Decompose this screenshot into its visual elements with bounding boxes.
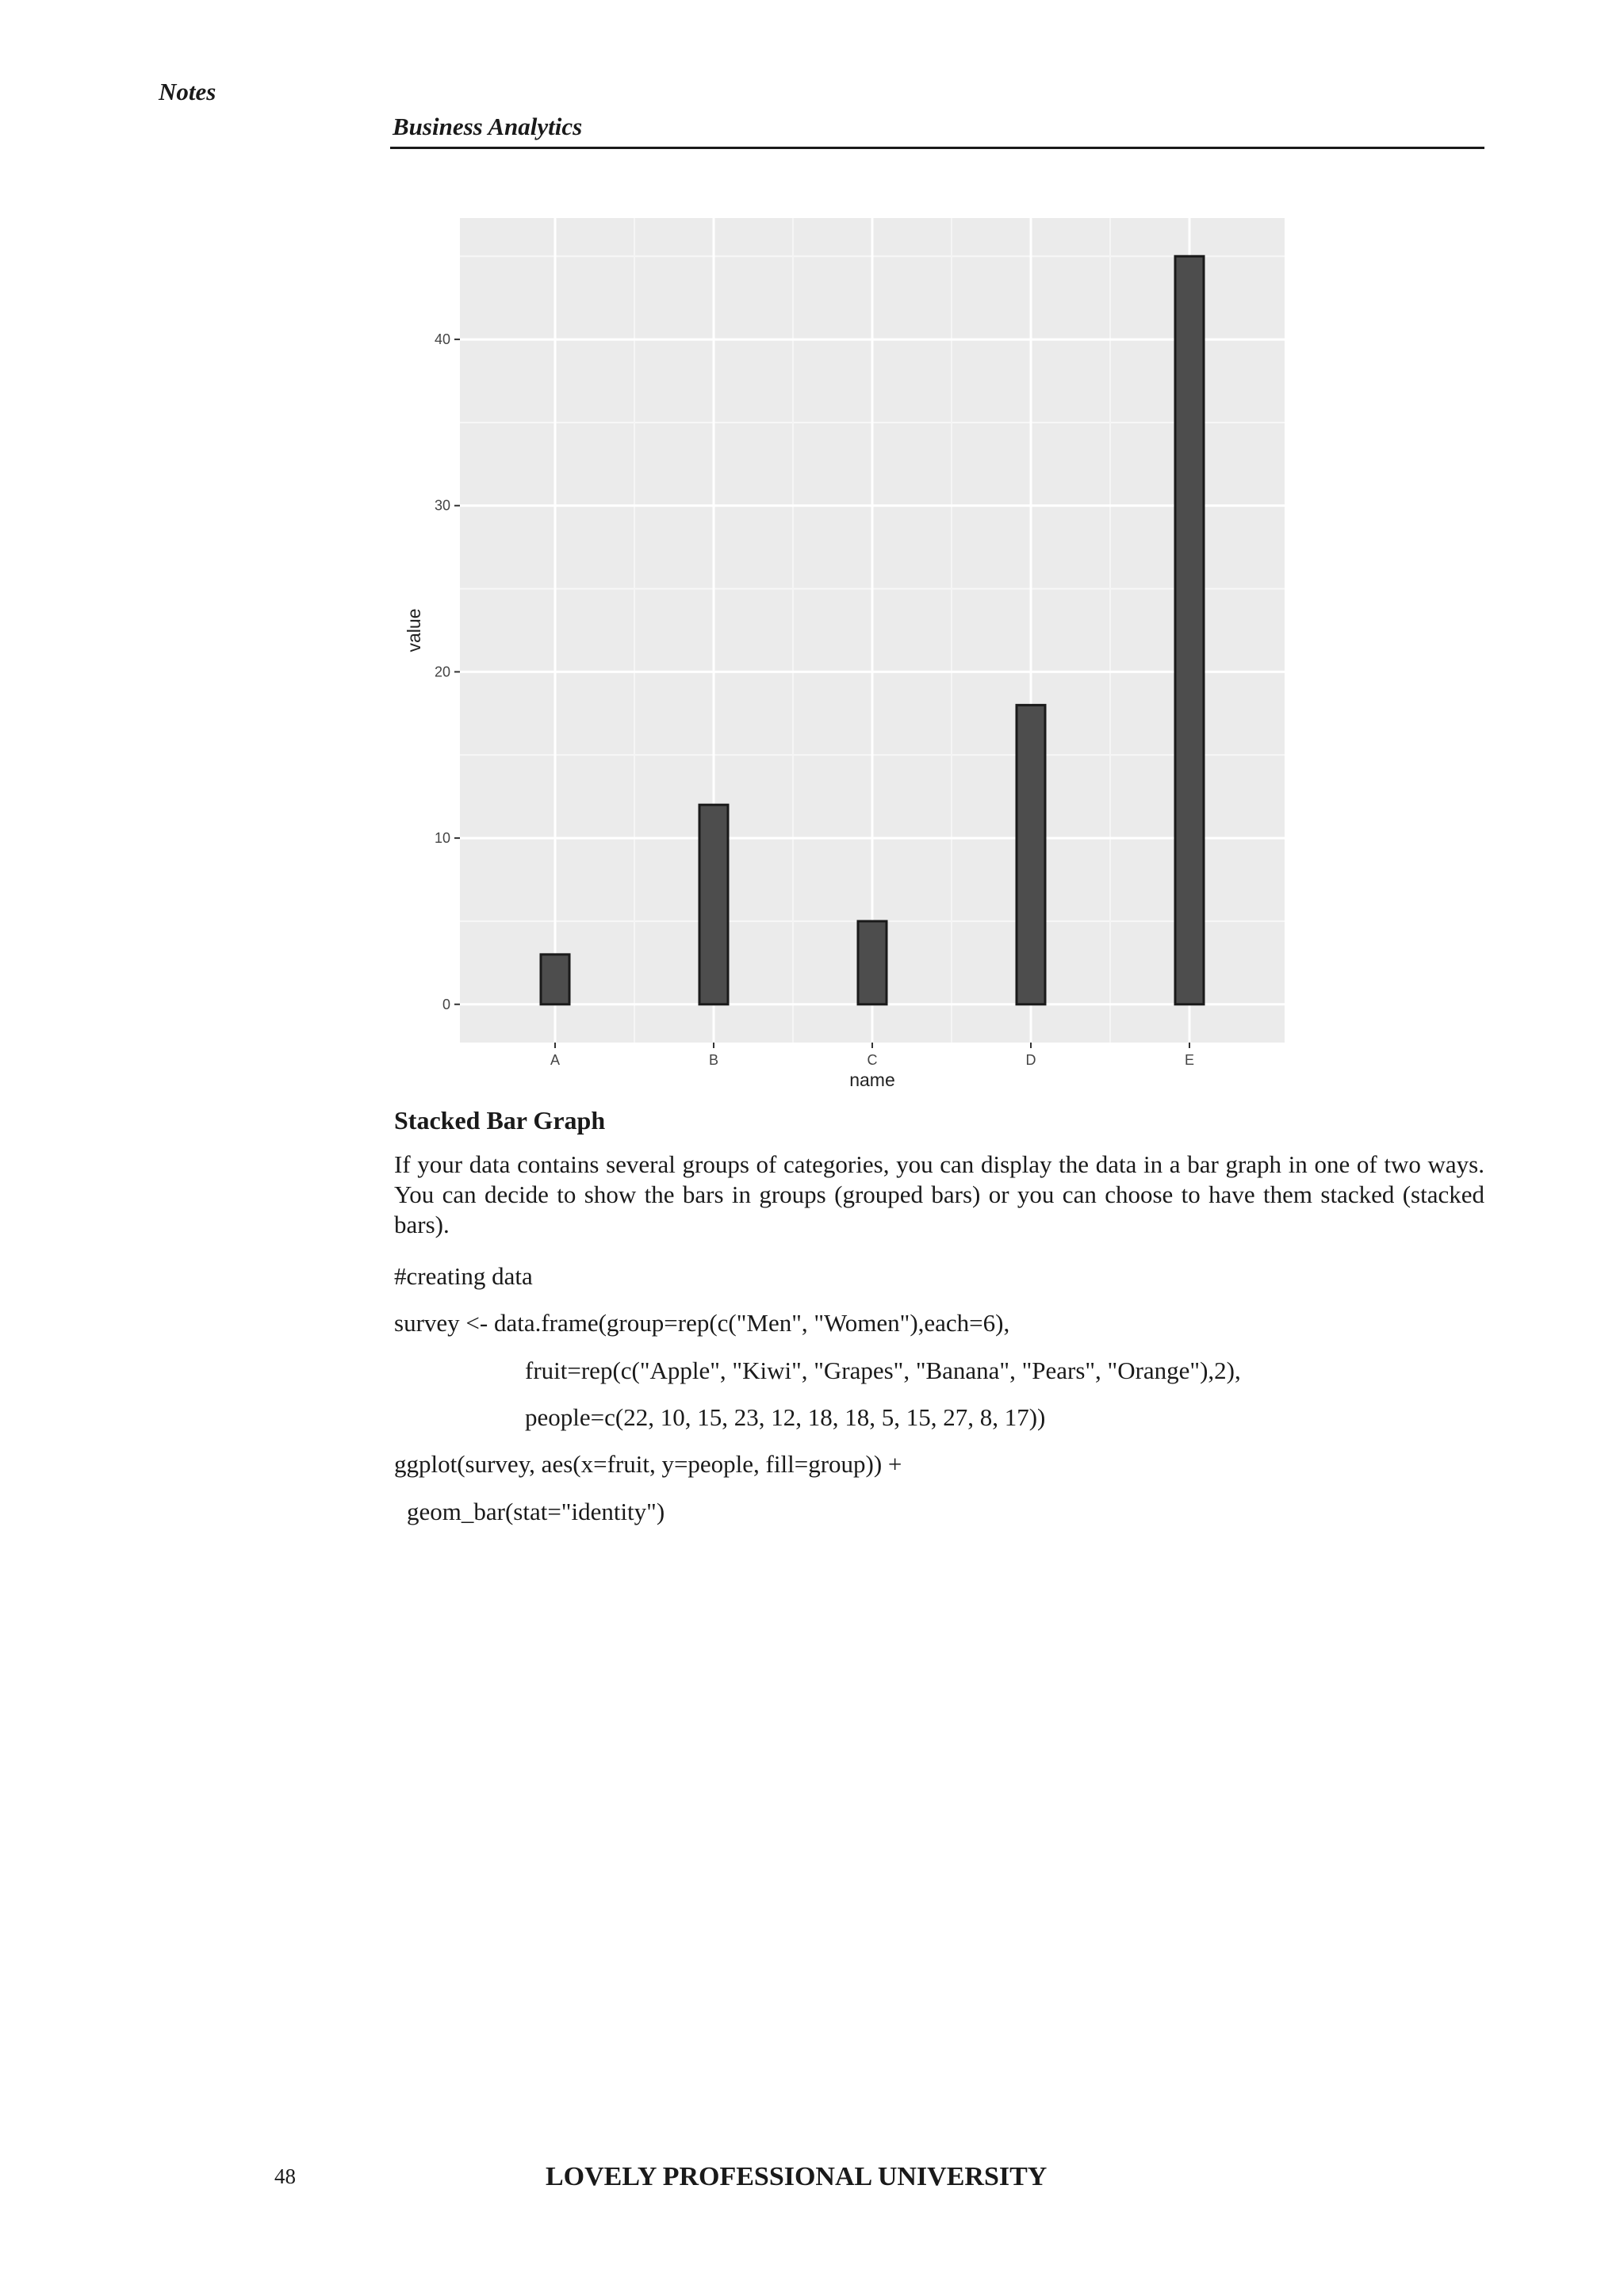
y-tick-label: 20 — [434, 664, 450, 680]
x-tick-label: D — [1025, 1052, 1036, 1068]
code-line: #creating data — [394, 1262, 533, 1290]
x-tick-label: C — [867, 1052, 878, 1068]
page-number: 48 — [274, 2164, 296, 2188]
code-line: people=c(22, 10, 15, 23, 12, 18, 18, 5, 15, 27, 8, 17)) — [525, 1403, 1046, 1431]
code-line: fruit=rep(c("Apple", "Kiwi", "Grapes", "Banana", "Pears", "Orange"),2), — [525, 1357, 1241, 1384]
body-paragraph: If your data contains several groups of categories, you can display the data in a bar graph in one of two ways. You can decide to show the bars in groups (grouped bars) or you can choose to have them stacked (stacked bars). — [394, 1150, 1484, 1238]
bar-chart-figure — [396, 202, 1293, 1094]
y-axis-label: value — [404, 608, 424, 652]
bar-B — [699, 805, 728, 1004]
header-rule — [390, 147, 1484, 149]
x-tick-label: A — [550, 1052, 561, 1068]
x-axis-label: name — [849, 1070, 895, 1090]
x-tick-label: B — [708, 1052, 719, 1068]
bar-D — [1017, 705, 1045, 1004]
y-tick-label: 40 — [434, 331, 450, 348]
x-tick-label: E — [1184, 1052, 1195, 1068]
y-tick-label: 30 — [434, 497, 450, 514]
bar-A — [541, 955, 569, 1004]
section-title: Stacked Bar Graph — [394, 1106, 606, 1135]
code-line: ggplot(survey, aes(x=fruit, y=people, fill=group)) + — [394, 1450, 902, 1478]
y-tick-label: 10 — [434, 830, 450, 847]
y-tick-label: 0 — [442, 996, 450, 1012]
margin-note: Notes — [159, 78, 216, 105]
code-line: geom_bar(stat="identity") — [407, 1498, 665, 1525]
bar-C — [858, 921, 887, 1004]
bar-E — [1175, 256, 1204, 1004]
code-line: survey <- data.frame(group=rep(c("Men", "Women"),each=6), — [394, 1309, 1010, 1337]
footer-university: LOVELY PROFESSIONAL UNIVERSITY — [546, 2162, 1048, 2191]
running-header: Business Analytics — [393, 113, 583, 140]
bar-chart — [396, 202, 1293, 1094]
